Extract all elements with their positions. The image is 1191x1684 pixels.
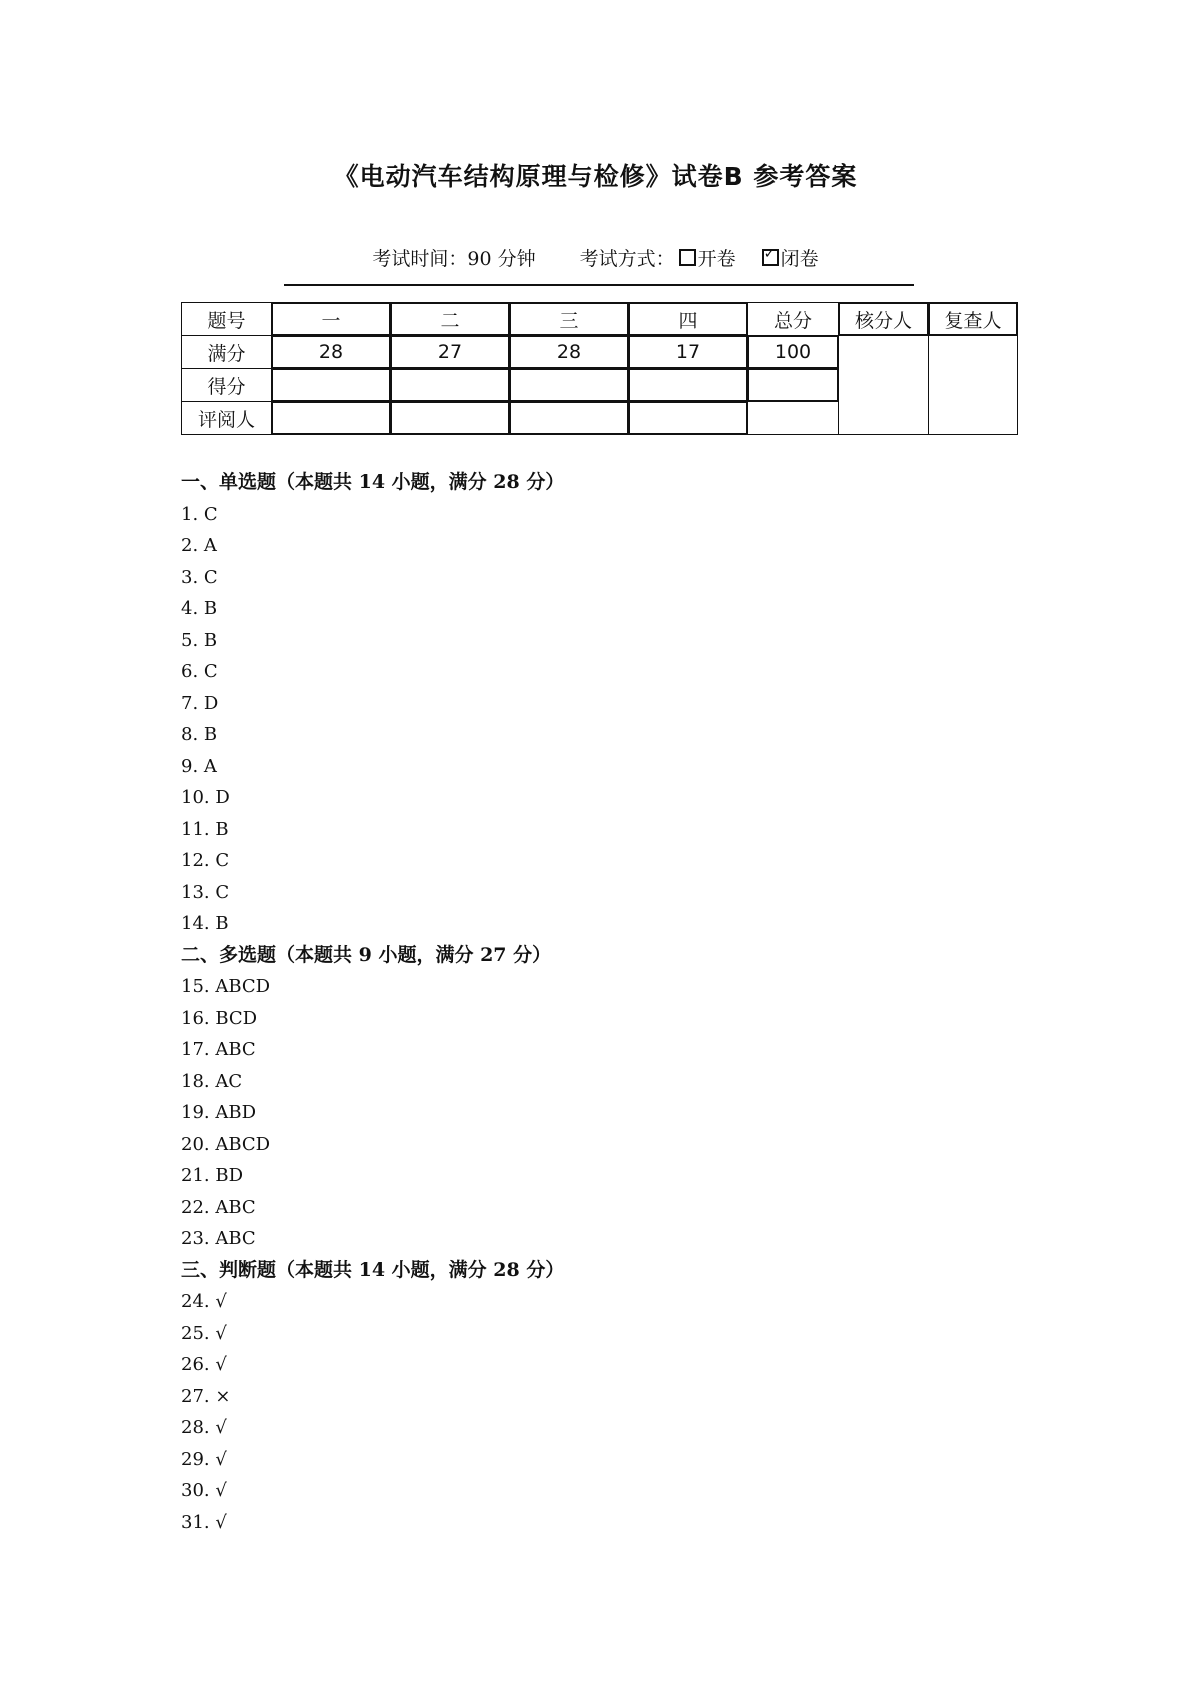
section-heading-multiple-choice: 二、多选题（本题共 9 小题，满分 27 分） (181, 943, 552, 966)
answer-item: 29. √ (181, 1448, 227, 1470)
grader-total-cell (747, 401, 839, 435)
answer-item: 12. C (181, 850, 230, 871)
answer-item: 22. ABC (181, 1196, 256, 1218)
answer-item: 9. A (181, 755, 217, 777)
answer-item: 5. B (181, 629, 218, 651)
grader-cell (271, 401, 391, 435)
score-cell (509, 368, 629, 402)
answer-item: 10. D (181, 787, 230, 808)
score-cell (628, 368, 748, 402)
col-header-reviewer: 复查人 (928, 302, 1018, 336)
answer-item: 30. √ (181, 1480, 227, 1501)
answer-item: 6. C (181, 661, 218, 682)
answer-sections (181, 467, 981, 1538)
answer-item: 23. ABC (181, 1228, 256, 1249)
exam-mode-label: 考试方式： (579, 248, 675, 270)
score-table (181, 302, 1017, 435)
answer-item: 20. ABCD (181, 1133, 271, 1155)
grader-cell (390, 401, 510, 435)
answer-item: 11. B (181, 818, 229, 840)
answer-item: 27. × (181, 1385, 231, 1407)
answer-item: 28. √ (181, 1417, 227, 1438)
row-header-score: 得分 (181, 368, 272, 402)
answer-item: 3. C (181, 566, 218, 588)
score-total-cell (747, 368, 839, 402)
answer-item: 31. √ (181, 1511, 227, 1533)
answer-item: 21. BD (181, 1165, 244, 1186)
section-heading-single-choice: 一、单选题（本题共 14 小题，满分 28 分） (181, 471, 565, 493)
score-cell (390, 368, 510, 402)
score-cell (271, 368, 391, 402)
open-book-label: 开卷 (697, 248, 736, 270)
col-header-score-checker: 核分人 (838, 302, 929, 336)
full-marks-cell: 27 (390, 335, 510, 369)
full-marks-cell: 17 (628, 335, 748, 369)
answer-item: 26. √ (181, 1354, 227, 1375)
open-book-checkbox (679, 249, 696, 266)
col-header-2: 二 (390, 302, 510, 336)
col-header-4: 四 (628, 302, 748, 336)
full-marks-total-cell: 100 (747, 335, 839, 369)
answer-item: 1. C (181, 503, 218, 525)
grader-cell (509, 401, 629, 435)
col-header-total: 总分 (747, 302, 839, 336)
score-checker-signature-cell (838, 335, 929, 435)
document-title: 《电动汽车结构原理与检修》试卷B 参考答案 (333, 162, 858, 191)
exam-time: 考试时间：90 分钟 (372, 248, 536, 270)
answer-item: 8. B (181, 724, 218, 745)
answer-item: 19. ABD (181, 1102, 257, 1123)
reviewer-signature-cell (928, 335, 1018, 435)
section-heading-true-false: 三、判断题（本题共 14 小题，满分 28 分） (181, 1258, 565, 1281)
col-header-3: 三 (509, 302, 629, 336)
answer-item: 17. ABC (181, 1039, 256, 1060)
answer-item: 14. B (181, 913, 229, 934)
full-marks-cell: 28 (509, 335, 629, 369)
answer-item: 15. ABCD (181, 976, 271, 997)
answer-item: 18. AC (181, 1070, 243, 1092)
answer-item: 25. √ (181, 1322, 227, 1344)
closed-book-checkbox (762, 249, 779, 266)
answer-item: 16. BCD (181, 1007, 258, 1029)
exam-info (0, 244, 1191, 271)
answer-item: 13. C (181, 881, 230, 903)
row-header-grader: 评阅人 (181, 401, 272, 435)
grader-cell (628, 401, 748, 435)
row-header-question-no: 题号 (181, 302, 272, 336)
closed-book-label: 闭卷 (780, 248, 819, 270)
row-header-full-marks: 满分 (181, 335, 272, 369)
header-divider (284, 284, 914, 286)
col-header-1: 一 (271, 302, 391, 336)
answer-item: 24. √ (181, 1291, 227, 1312)
full-marks-cell: 28 (271, 335, 391, 369)
answer-item: 7. D (181, 692, 219, 714)
answer-item: 4. B (181, 598, 218, 619)
answer-item: 2. A (181, 535, 217, 556)
